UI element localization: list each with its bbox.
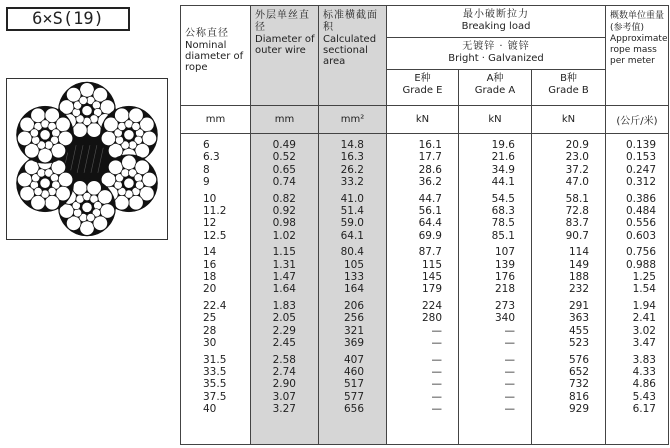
inner-wire	[37, 169, 45, 177]
center-wire	[124, 178, 134, 188]
grade-b-group: 20.9 23.0 37.2 47.0	[565, 139, 589, 189]
inner-wire	[50, 174, 58, 182]
inner-wire	[135, 181, 143, 189]
column-mass-values	[606, 134, 669, 445]
center-wire	[40, 130, 50, 140]
outer-wire-group: 1.83 2.05 2.29 2.45	[272, 299, 296, 350]
inner-wire	[121, 169, 129, 177]
header-grade-b: B种 Grade B	[532, 70, 606, 106]
inner-wire	[115, 136, 123, 144]
column-grade-a-values	[459, 134, 532, 445]
outer-wire-group: 2.58 2.74 2.90 3.07 3.27	[272, 353, 296, 416]
outer-wire	[142, 172, 157, 187]
diameter-group: 10 11.2 12 12.5	[203, 192, 227, 242]
grade-b-group: 576 652 732 816 929	[568, 353, 589, 416]
mass-group: 0.139 0.153 0.247 0.312	[625, 139, 656, 189]
header-bright-galvanized: 无镀锌 · 镀锌 Bright · Galvanized	[387, 38, 606, 70]
cross-section-svg	[7, 79, 167, 239]
unit-area: mm²	[319, 106, 387, 134]
outer-wire	[58, 172, 73, 187]
outer-wire	[122, 155, 137, 170]
grade-b-group: 114 149 188 232	[568, 246, 589, 296]
diameter-group: 22.4 25 28 30	[203, 299, 227, 350]
center-wire	[124, 130, 134, 140]
grade-a-group: 273 340 — —	[494, 299, 515, 350]
grade-a-group: — — — — —	[504, 353, 515, 416]
column-outer-wire-values	[251, 134, 319, 445]
inner-wire	[114, 181, 122, 189]
area-group: 41.0 51.4 59.0 64.1	[340, 192, 364, 242]
grade-b-group: 291 363 455 523	[568, 299, 589, 350]
inner-wire	[128, 141, 136, 149]
column-grade-b-values	[532, 134, 606, 445]
column-diameter-values	[181, 134, 251, 445]
header-rope-mass: 概数单位重量(参考值) Approximate rope mass per meter	[606, 6, 669, 106]
inner-wire	[45, 141, 53, 149]
unit-kn-b: kN	[532, 106, 606, 134]
inner-wire	[79, 96, 87, 104]
header-sectional-area: 标准横截面 积 Calculated sectional area	[319, 6, 387, 106]
area-group: 206 256 321 369	[343, 299, 364, 350]
outer-wire	[101, 131, 116, 146]
outer-wire	[17, 131, 32, 146]
grade-a-group: 54.5 68.3 78.5 85.1	[491, 192, 515, 242]
outer-wire	[38, 148, 53, 163]
diameter-group: 6 6.3 8 9	[203, 139, 220, 189]
grade-b-group: 58.1 72.8 83.7 90.7	[565, 192, 589, 242]
grade-e-group: 16.1 17.7 28.6 36.2	[418, 139, 442, 189]
grade-e-group: — — — — —	[431, 353, 442, 416]
outer-wire	[108, 160, 123, 175]
rope-type-title: 6×S(19)	[6, 7, 130, 31]
inner-wire	[134, 174, 142, 182]
grade-e-group: 44.7 56.1 64.4 69.9	[418, 192, 442, 242]
inner-wire	[73, 209, 81, 217]
area-group: 80.4 105 133 164	[340, 246, 364, 296]
header-nominal-diameter: 公称直径 Nominal diameter of rope	[181, 6, 251, 106]
inner-wire	[52, 129, 60, 137]
column-grade-e-values	[387, 134, 459, 445]
outer-wire	[93, 216, 108, 231]
mass-group: 1.94 2.41 3.02 3.47	[632, 299, 656, 350]
diameter-group: 31.5 33.5 35.5 37.5 40	[203, 353, 227, 416]
inner-wire	[30, 129, 38, 137]
header-grade-e: E种 Grade E	[387, 70, 459, 106]
column-area-values	[319, 134, 387, 445]
grade-e-group: 224 280 — —	[421, 299, 442, 350]
unit-kn-e: kN	[387, 106, 459, 134]
unit-outer-wire: mm	[251, 106, 319, 134]
mass-group: 0.386 0.484 0.556 0.603	[625, 192, 656, 242]
center-wire	[40, 178, 50, 188]
inner-wire	[87, 213, 95, 221]
inner-wire	[132, 122, 140, 130]
unit-mass: (公斤/米)	[606, 106, 669, 134]
header-outer-wire: 外层单丝直 径 Diameter of outer wire	[251, 6, 319, 106]
outer-wire-group: 0.82 0.92 0.98 1.02	[272, 192, 296, 242]
area-group: 407 460 517 577 656	[343, 353, 364, 416]
grade-e-group: 87.7 115 145 179	[418, 246, 442, 296]
header-breaking-load: 最小破断拉力 Breaking load	[387, 6, 606, 38]
inner-wire	[34, 187, 42, 195]
area-group: 14.8 16.3 26.2 33.2	[340, 139, 364, 189]
specification-table	[180, 5, 669, 445]
inner-wire	[94, 201, 102, 209]
inner-wire	[92, 101, 100, 109]
grade-a-group: 19.6 21.6 34.9 44.1	[491, 139, 515, 189]
inner-wire	[72, 108, 80, 116]
center-wire	[82, 202, 92, 212]
outer-wire	[80, 221, 95, 236]
inner-wire	[32, 136, 40, 144]
header-grade-a: A种 Grade A	[459, 70, 532, 106]
center-wire	[82, 105, 92, 115]
mass-group: 3.83 4.33 4.86 5.43 6.17	[632, 353, 656, 416]
diameter-group: 14 16 18 20	[203, 246, 217, 296]
outer-wire	[66, 87, 81, 102]
unit-diameter: mm	[181, 106, 251, 134]
outer-wire-group: 1.15 1.31 1.47 1.64	[272, 246, 296, 296]
outer-wire	[51, 143, 66, 158]
outer-wire-group: 0.49 0.52 0.65 0.74	[272, 139, 296, 189]
outer-wire	[80, 83, 95, 98]
unit-kn-a: kN	[459, 106, 532, 134]
mass-group: 0.756 0.988 1.25 1.54	[625, 246, 656, 296]
grade-a-group: 107 139 176 218	[494, 246, 515, 296]
rope-cross-section-diagram	[6, 78, 168, 240]
